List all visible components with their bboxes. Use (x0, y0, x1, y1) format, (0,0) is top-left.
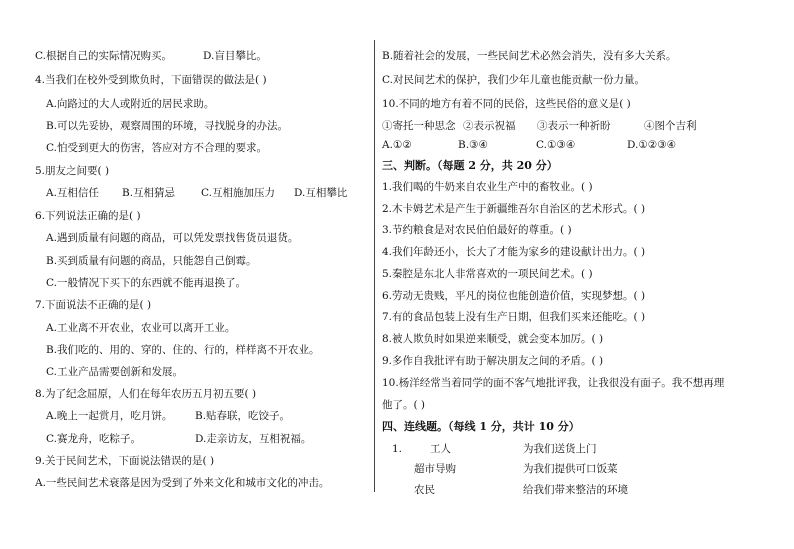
q4-option-b: B.可以先妥协，观察周围的环境，寻找脱身的办法。 (46, 120, 289, 132)
q5-option-d: D.互相攀比 (294, 187, 348, 199)
q10-meaning-2: ②表示祝福 (463, 120, 516, 132)
matching-number: 1. (392, 443, 403, 455)
judge-6: 6.劳动无贵贱，平凡的岗位也能创造价值，实现梦想。( ) (382, 290, 646, 302)
q8-option-d: D.走亲访友，互相祝福。 (195, 433, 312, 445)
q7-option-b: B.我们吃的、用的、穿的、住的、行的，样样离不开农业。 (46, 344, 320, 356)
q3-option-c: C.根据自己的实际情况购买。 (35, 50, 172, 62)
judge-10-line2: 他了。( ) (382, 399, 426, 411)
q10-meanings (382, 119, 792, 133)
q5-option-c: C.互相施加压力 (201, 187, 275, 199)
judge-5: 5.秦腔是东北人非常喜欢的一项民间艺术。( ) (382, 268, 593, 280)
q8-options-row1 (46, 409, 366, 423)
q9-option-c: C.对民间艺术的保护，我们少年儿童也能贡献一份力量。 (382, 74, 645, 86)
q8-option-c: C.赛龙舟，吃粽子。 (46, 433, 141, 445)
matching-left-3: 农民 (414, 484, 435, 496)
q3-option-d: D.盲目攀比。 (203, 50, 267, 62)
judge-10-line1: 10.杨洋经常当着同学的面不客气地批评我，让我很没有面子。我不想再理 (382, 377, 725, 389)
q10-option-d: D.①②③④ (627, 139, 677, 151)
judge-2: 2.木卡姆艺术是产生于新疆维吾尔自治区的艺术形式。( ) (382, 203, 646, 215)
q9-option-a: A.一些民间艺术衰落是因为受到了外来文化和城市文化的冲击。 (35, 477, 330, 489)
matching-right-1: 为我们送货上门 (523, 443, 597, 455)
q10-options (382, 138, 792, 152)
q10-option-c: C.①③④ (536, 139, 576, 151)
q8-options-row2 (46, 432, 366, 446)
judge-1: 1.我们喝的牛奶来自农业生产中的畜牧业。( ) (382, 181, 593, 193)
q10-meaning-1: ①寄托一种思念 (382, 120, 456, 132)
matching-right-3: 给我们带来整洁的环境 (523, 484, 628, 496)
q9-stem: 9.关于民间艺术，下面说法错误的是( ) (35, 455, 215, 467)
section-matching-title: 四、连线题。（每线 1 分，共计 10 分） (382, 420, 580, 433)
q10-stem: 10.不同的地方有着不同的民俗，这些民俗的意义是( ) (382, 98, 631, 110)
q5-option-b: B.互相猜忌 (122, 187, 176, 199)
q8-option-a: A.晚上一起赏月，吃月饼。 (46, 410, 173, 422)
q4-stem: 4.当我们在校外受到欺负时，下面错误的做法是( ) (35, 74, 267, 86)
q6-option-c: C.一般情况下买下的东西就不能再退换了。 (46, 277, 246, 289)
q6-option-a: A.遇到质量有问题的商品，可以凭发票找售货员退货。 (46, 232, 299, 244)
judge-8: 8.被人欺负时如果逆来顺受，就会变本加厉。( ) (382, 333, 604, 345)
matching-left-1: 工人 (430, 443, 451, 455)
q10-option-a: A.①② (382, 139, 412, 151)
judge-7: 7.有的食品包装上没有生产日期，但我们买来还能吃。( ) (382, 311, 646, 323)
matching-right-2: 为我们提供可口饭菜 (523, 463, 618, 475)
judge-4: 4.我们年龄还小，长大了才能为家乡的建设献计出力。( ) (382, 246, 646, 258)
q8-option-b: B.贴春联，吃饺子。 (195, 410, 291, 422)
q4-option-a: A.向路过的大人或附近的居民求助。 (46, 98, 215, 110)
judge-3: 3.节约粮食是对农民伯伯最好的尊重。( ) (382, 224, 572, 236)
q8-stem: 8.为了纪念屈原，人们在每年农历五月初五要( ) (35, 388, 257, 400)
q9-option-b: B.随着社会的发展，一些民间艺术必然会消失，没有多大关系。 (382, 50, 677, 62)
q10-meaning-4: ④图个吉利 (644, 120, 697, 132)
q7-option-a: A.工业离不开农业，农业可以离开工业。 (46, 322, 236, 334)
column-divider (374, 40, 375, 492)
section-judgement-title: 三、判断。（每题 2 分，共 20 分） (382, 159, 558, 172)
q5-option-a: A.互相信任 (46, 187, 99, 199)
q6-option-b: B.买到质量有问题的商品，只能怨自己倒霉。 (46, 255, 257, 267)
judge-9: 9.多作自我批评有助于解决朋友之间的矛盾。( ) (382, 355, 604, 367)
q10-meaning-3: ③表示一种祈盼 (537, 120, 611, 132)
q5-stem: 5.朋友之间要( ) (35, 165, 110, 177)
matching-left-2: 超市导购 (414, 463, 456, 475)
q6-stem: 6.下列说法正确的是( ) (35, 210, 141, 222)
q7-stem: 7.下面说法不正确的是( ) (35, 299, 152, 311)
q10-option-b: B.③④ (458, 139, 488, 151)
q7-option-c: C.工业产品需要创新和发展。 (46, 366, 183, 378)
q5-options (46, 186, 366, 200)
q4-option-c: C.怕受到更大的伤害，答应对方不合理的要求。 (46, 142, 267, 154)
